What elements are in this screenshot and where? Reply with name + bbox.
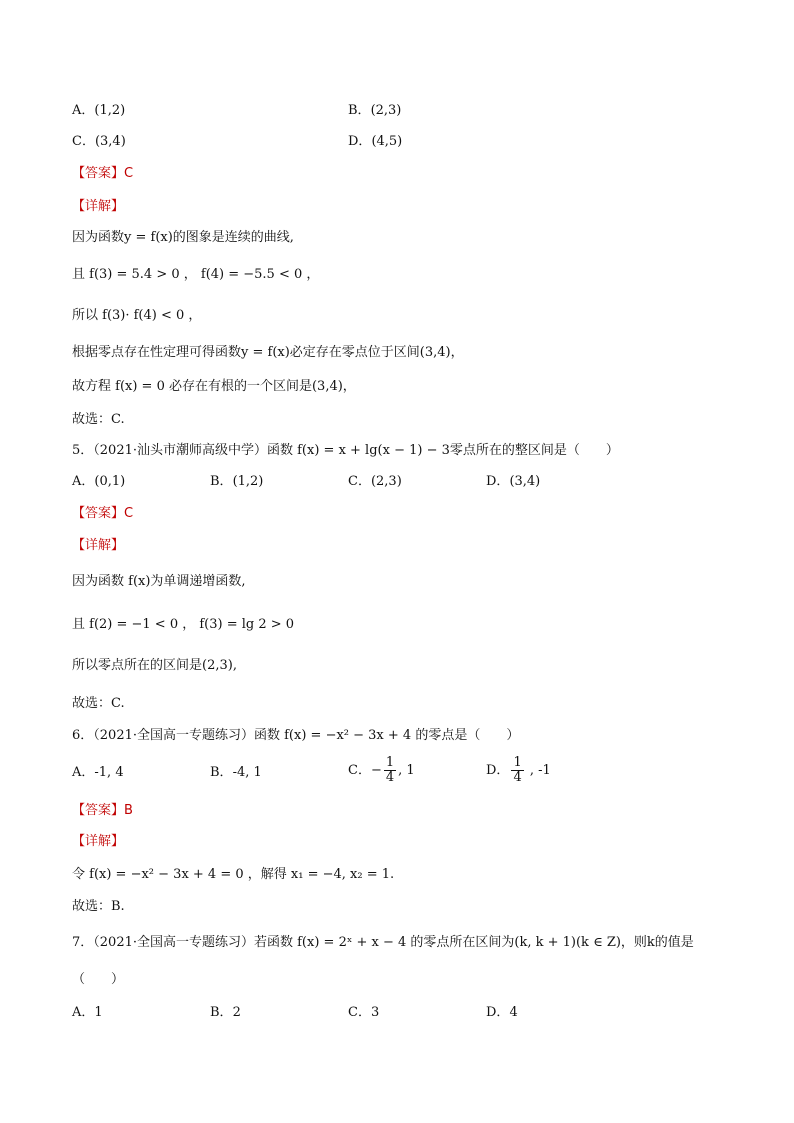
q6-option-a[interactable]: A．-1, 4 xyxy=(72,765,124,780)
q4-option-c[interactable]: C．(3,4) xyxy=(72,134,126,149)
q6-option-d[interactable]: D． $\frac{1}{4}$ , -1 xyxy=(486,755,551,785)
q4-option-b[interactable]: B．(2,3) xyxy=(348,103,402,118)
q5-detail-line: 所以零点所在的区间是(2,3), xyxy=(72,658,237,673)
q4-detail-line: 根据零点存在性定理可得函数y = f(x)必定存在零点位于区间(3,4)， xyxy=(72,345,464,360)
q5-detail-line: 因为函数 f(x)为单调递增函数, xyxy=(72,574,246,589)
q6-stem: 6．（2021·全国高一专题练习）函数 f(x) = −x² − 3x + 4 的零点是（ ） xyxy=(72,728,520,743)
q5-option-a[interactable]: A．(0,1) xyxy=(72,474,126,489)
q6-option-c[interactable]: C．− $\frac{1}{4}$ , 1 xyxy=(348,755,415,785)
q4-detail-line: 且 f(3) = 5.4 > 0 ， f(4) = −5.5 < 0 ， xyxy=(72,267,320,282)
q4-detail-line: 所以 f(3)· f(4) < 0 ， xyxy=(72,308,202,323)
q5-detail-label: 【详解】 xyxy=(72,538,125,553)
q5-option-c[interactable]: C．(2,3) xyxy=(348,474,402,489)
q4-detail-line: 因为函数y = f(x)的图象是连续的曲线, xyxy=(72,230,294,245)
q4-answer: 【答案】C xyxy=(72,166,134,181)
q7-option-d[interactable]: D．4 xyxy=(486,1005,518,1020)
q4-detail-label: 【详解】 xyxy=(72,199,125,214)
q5-detail-line: 且 f(2) = −1 < 0 ， f(3) = lg 2 > 0 xyxy=(72,617,295,632)
fraction: $\frac{1}{4}$ xyxy=(385,755,395,785)
q4-option-a[interactable]: A．(1,2) xyxy=(72,103,126,118)
q6-detail-line: 令 f(x) = −x² − 3x + 4 = 0 ，解得 x₁ = −4, x₂ = 1. xyxy=(72,867,395,882)
q6-answer: 【答案】B xyxy=(72,803,133,818)
q5-detail-line: 故选：C. xyxy=(72,696,125,711)
q7-stem-continued: （ ） xyxy=(72,972,125,987)
q7-option-b[interactable]: B．2 xyxy=(210,1005,241,1020)
q5-stem: 5．（2021·汕头市潮师高级中学）函数 f(x) = x + lg(x − 1) − 3零点所在的整区间是（ ） xyxy=(72,443,619,458)
q6-option-b[interactable]: B．-4, 1 xyxy=(210,765,262,780)
q4-detail-line: 故选：C. xyxy=(72,412,125,427)
q7-stem: 7．（2021·全国高一专题练习）若函数 f(x) = 2ˣ + x − 4 的零点所在区间为(k, k + 1)(k ∈ Z)，则k的值是 xyxy=(72,935,694,950)
q6-detail-line: 故选：B. xyxy=(72,899,125,914)
q5-option-b[interactable]: B．(1,2) xyxy=(210,474,264,489)
q4-option-d[interactable]: D．(4,5) xyxy=(348,134,403,149)
fraction: $\frac{1}{4}$ xyxy=(513,755,522,785)
q5-answer: 【答案】C xyxy=(72,506,134,521)
q6-detail-label: 【详解】 xyxy=(72,834,125,849)
q7-option-a[interactable]: A．1 xyxy=(72,1005,103,1020)
q5-option-d[interactable]: D．(3,4) xyxy=(486,474,541,489)
q7-option-c[interactable]: C．3 xyxy=(348,1005,380,1020)
q4-detail-line: 故方程 f(x) = 0 必存在有根的一个区间是(3,4)， xyxy=(72,379,356,394)
